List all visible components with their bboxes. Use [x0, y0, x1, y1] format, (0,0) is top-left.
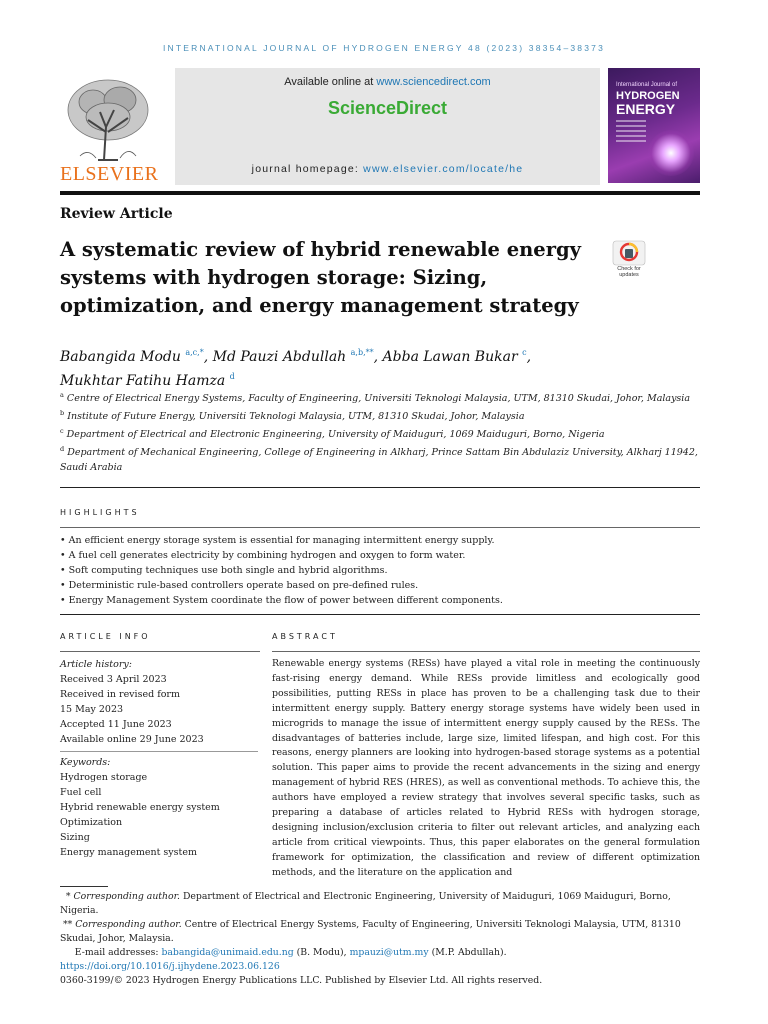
available-online-line [175, 76, 600, 88]
homepage-label: journal homepage: [251, 163, 364, 175]
abstract-text: Renewable energy systems (RESs) have played a vital role in meeting the continuously fast-rising energy demand. While RESs provide limitless and ecologically good possibilities, putting RESs in place has proven to be a challenging task due to their intermittent energy supply. Battery energy storage systems have widely been used in microgrids to manage the issue of intermittent energy supply caused by the RESs. The disadvantages of batteries include, large size, limited lifespan, and high cost. For this reasons, energy planners are looking into hydrogen-based storage systems as a potential solution. This paper aims to provide the recent advancements in the sizing and energy management of hybrid RES (HRES), as well as conventional methods. To achieve this, the authors have employed a review strategy that involves several specific tasks, such as preparing a database of articles related to Hybrid RESs with hydrogen storage, designing inclusion/exclusion criteria to filter out relevant articles, and analyzing each article from critical viewpoints. Thus, this paper elaborates on the general formulation framework for optimization, the classification and review of different optimization methods, and the literature on the application and [272, 658, 700, 878]
highlight-item: • Soft computing techniques use both single and hybrid algorithms. [60, 565, 388, 576]
abstract-heading: ABSTRACT [272, 632, 338, 641]
footnote-1: * Corresponding author. Department of Electrical and Electronic Engineering, University of Maiduguri, 1069 Maiduguri, Borno, Nigeria. [60, 891, 671, 916]
keyword-item[interactable]: Energy management system [60, 847, 197, 858]
history-item: Received in revised form [60, 689, 180, 700]
author-4-affil-marks[interactable]: d [229, 372, 235, 381]
footnote-rule [60, 886, 108, 887]
keyword-item[interactable]: Hybrid renewable energy system [60, 802, 220, 813]
highlights-heading-rule [60, 527, 700, 528]
affiliation-d: $^d$ Department of Mechanical Engineering, College of Engineering in Alkharj, Prince Sattam Bin Abdulaziz University, Alkharj 11942, Saudi Arabia [60, 445, 698, 473]
article-info-rule [60, 651, 260, 652]
cover-text-lines [616, 120, 646, 145]
highlight-item: • Energy Management System coordinate the flow of power between different components. [60, 595, 503, 606]
affiliations-divider [60, 487, 700, 488]
email-link-1[interactable]: babangida@unimaid.edu.ng [161, 947, 294, 958]
check-updates-label: Check for updates [617, 266, 641, 278]
elsevier-wordmark: ELSEVIER [60, 163, 159, 185]
doi-link[interactable]: https://doi.org/10.1016/j.ijhydene.2023.06.126 [60, 961, 280, 972]
keywords-label: Keywords: [60, 757, 111, 768]
history-item: Available online 29 June 2023 [60, 734, 204, 745]
history-item: Accepted 11 June 2023 [60, 719, 172, 730]
article-title: A systematic review of hybrid renewable energy systems with hydrogen storage: Sizing, optimization, and energy management strategy [60, 238, 581, 317]
journal-homepage-link[interactable]: www.elsevier.com/locate/he [363, 163, 524, 175]
sciencedirect-link[interactable]: www.sciencedirect.com [376, 76, 491, 88]
abstract-heading-rule [272, 651, 700, 652]
affiliation-b: $^b$ Institute of Future Energy, Universiti Teknologi Malaysia, UTM, 81310 Skudai, Johor, Malaysia [60, 409, 525, 422]
cover-glow-graphic [648, 130, 694, 176]
highlight-item: • An efficient energy storage system is essential for managing intermittent energy supply. [60, 535, 495, 546]
keyword-item[interactable]: Fuel cell [60, 787, 102, 798]
highlight-item: • Deterministic rule-based controllers operate based on pre-defined rules. [60, 580, 419, 591]
highlights-list [60, 533, 700, 608]
email-link-2[interactable]: mpauzi@utm.my [349, 947, 429, 958]
info-divider [60, 751, 258, 752]
highlight-item: • A fuel cell generates electricity by combining hydrogen and oxygen to form water. [60, 550, 466, 561]
header-divider [60, 191, 700, 195]
history-item: Received 3 April 2023 [60, 674, 167, 685]
keyword-item[interactable]: Optimization [60, 817, 123, 828]
author-1[interactable]: Babangida Modu $^{a,c,*}$ [60, 348, 204, 365]
journal-cover-image[interactable] [608, 68, 700, 183]
author-3-affil-marks[interactable]: c [522, 348, 527, 357]
highlights-heading: HIGHLIGHTS [60, 508, 140, 517]
cover-line-1: International Journal of [616, 82, 678, 88]
sciencedirect-banner [175, 68, 600, 185]
affiliations [60, 388, 700, 475]
affiliation-a: $^a$ Centre of Electrical Energy Systems, Faculty of Engineering, Universiti Teknologi Malaysia, UTM, 81310 Skudai, Johor, Malaysia [60, 391, 691, 404]
author-2[interactable]: Md Pauzi Abdullah $^{a,b,**}$ [212, 348, 374, 365]
history-label: Article history: [60, 659, 132, 670]
article-type: Review Article [60, 206, 173, 222]
author-list: Babangida Modu $^{a,c,*}$, Md Pauzi Abdullah $^{a,b,**}$, Abba Lawan Bukar $^c$, Mukhtar Fatihu Hamza $^d$ [60, 348, 532, 389]
check-for-updates-badge[interactable] [610, 240, 648, 280]
sciencedirect-title[interactable]: ScienceDirect [327, 98, 448, 118]
cover-line-3: ENERGY [616, 101, 676, 117]
tree-logo-icon [58, 72, 158, 164]
article-info-heading: ARTICLE INFO [60, 632, 151, 641]
footnote-2: ** Corresponding author. Centre of Electrical Energy Systems, Faculty of Engineering, Universiti Teknologi Malaysia, UTM, 81310 Skudai, Johor, Malaysia. [60, 919, 681, 944]
history-item: 15 May 2023 [60, 704, 124, 715]
cover-line-2: HYDROGEN [616, 90, 680, 102]
affiliation-c: $^c$ Department of Electrical and Electronic Engineering, University of Maiduguri, 1069 Maiduguri, Borno, Nigeria [60, 427, 605, 440]
author-2-affil-marks[interactable]: a,b,** [350, 348, 374, 357]
footnotes [60, 890, 710, 988]
author-1-affil-marks[interactable]: a,c,* [185, 348, 204, 357]
keyword-item[interactable]: Sizing [60, 832, 90, 843]
journal-homepage-line [175, 163, 600, 175]
check-updates-icon [610, 240, 648, 266]
author-3[interactable]: Abba Lawan Bukar $^c$ [382, 348, 527, 365]
email-line: E-mail addresses: babangida@unimaid.edu.ng (B. Modu), mpauzi@utm.my (M.P. Abdullah). [74, 947, 507, 958]
author-4[interactable]: Mukhtar Fatihu Hamza $^d$ [60, 372, 235, 389]
journal-citation-line: INTERNATIONAL JOURNAL OF HYDROGEN ENERGY 48 (2023) 38354–38373 [162, 43, 606, 53]
keyword-item[interactable]: Hydrogen storage [60, 772, 148, 783]
highlights-divider [60, 614, 700, 615]
article-info [60, 657, 260, 860]
available-text: Available online at [284, 76, 377, 88]
copyright-line: 0360-3199/© 2023 Hydrogen Energy Publications LLC. Published by Elsevier Ltd. All rights reserved. [60, 975, 543, 986]
